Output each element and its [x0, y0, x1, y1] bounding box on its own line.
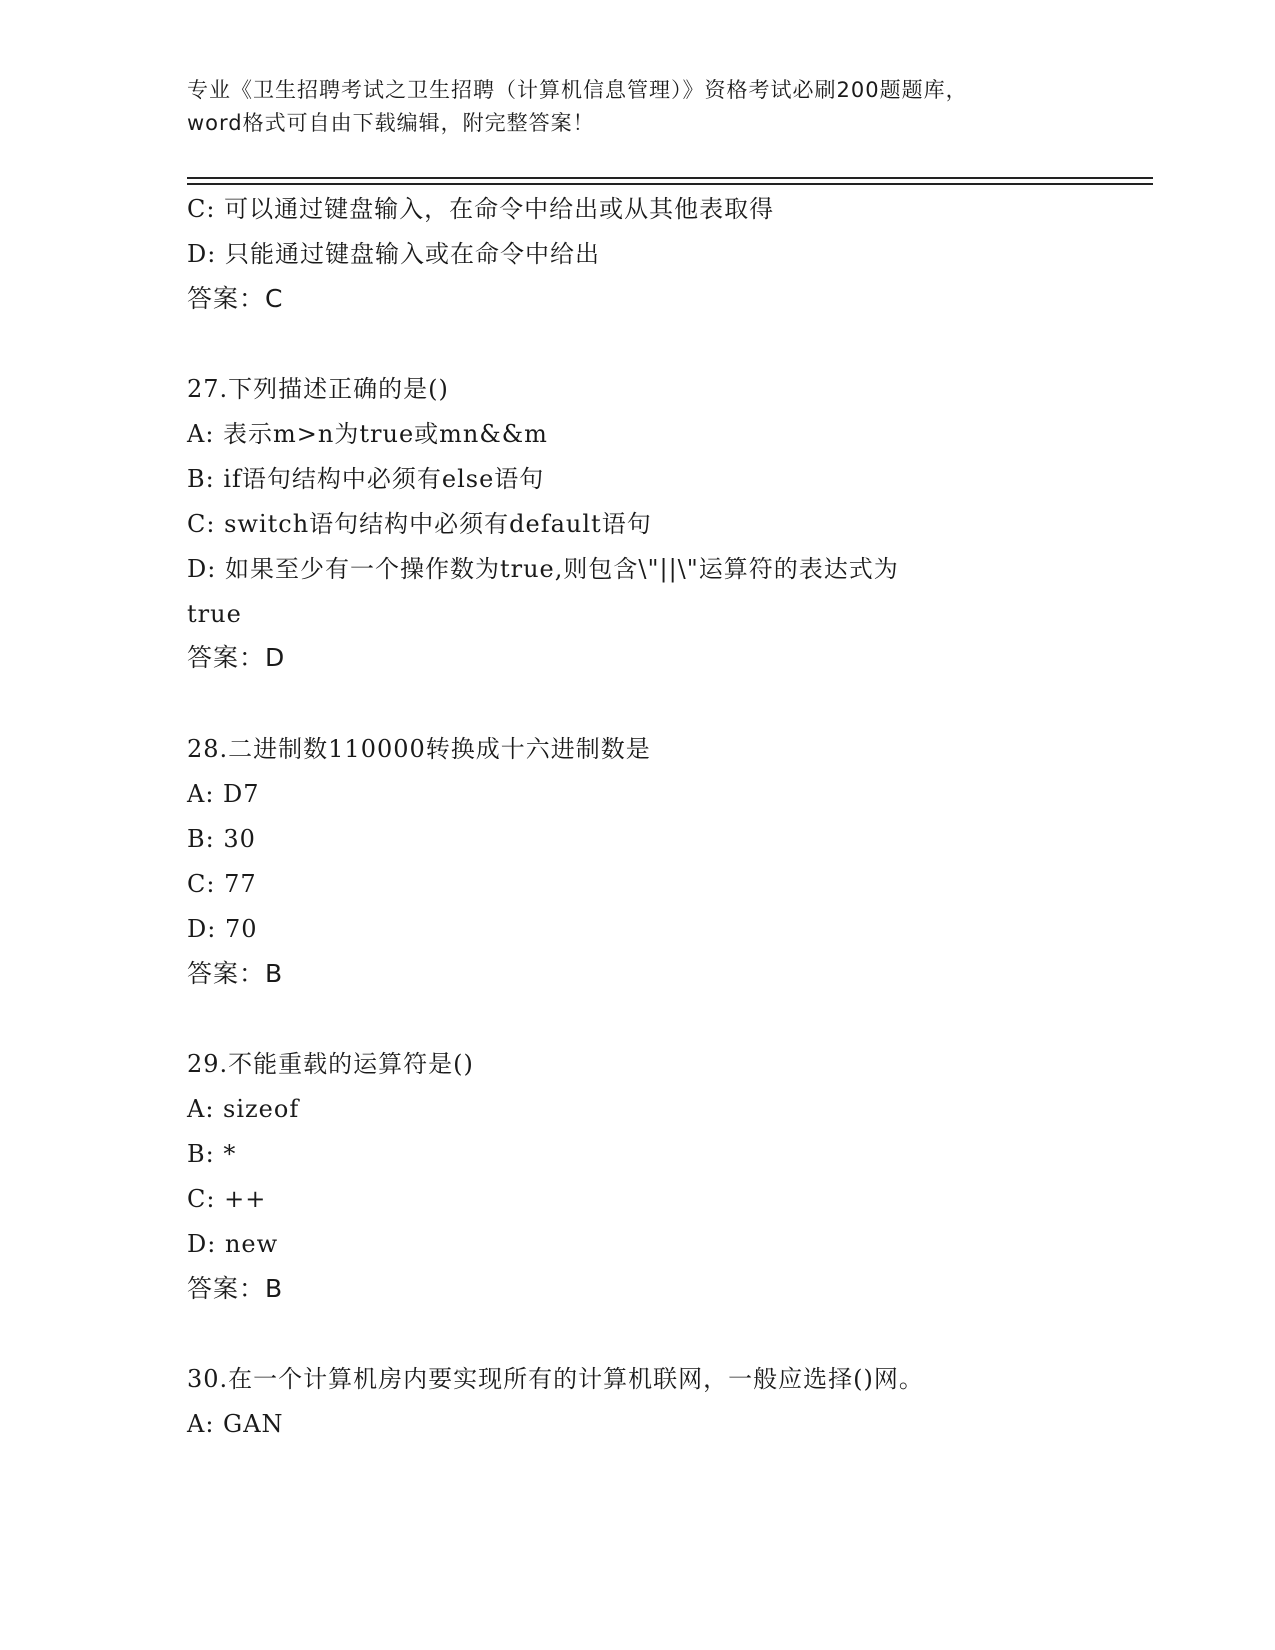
q28-question: 28.二进制数110000转换成十六进制数是	[187, 735, 651, 763]
q28-option-d: D: 70	[187, 915, 258, 943]
q28-option-a: A: D7	[187, 780, 260, 808]
q27-option-b: B: if语句结构中必须有else语句	[187, 465, 545, 493]
q27-option-d-continued: true	[187, 600, 242, 628]
header-title-line-2: word格式可自由下载编辑，附完整答案！	[187, 111, 595, 135]
q27-answer: 答案：D	[187, 643, 286, 672]
q30-question: 30.在一个计算机房内要实现所有的计算机联网，一般应选择()网。	[187, 1365, 924, 1393]
q26-option-d: D: 只能通过键盘输入或在命令中给出	[187, 240, 600, 268]
q29-option-d: D: new	[187, 1230, 279, 1258]
q27-question: 27.下列描述正确的是()	[187, 375, 449, 403]
q29-answer: 答案：B	[187, 1274, 284, 1303]
document-header	[187, 74, 1087, 140]
q29-option-a: A: sizeof	[187, 1095, 300, 1123]
q28-answer: 答案：B	[187, 959, 284, 988]
header-divider-bottom	[187, 183, 1153, 185]
q29-option-b: B: *	[187, 1140, 237, 1168]
q26-answer: 答案：C	[187, 284, 284, 313]
q28-option-c: C: 77	[187, 870, 257, 898]
header-title-line-1: 专业《卫生招聘考试之卫生招聘（计算机信息管理）》资格考试必刷200题题库，	[187, 78, 968, 102]
q27-option-d: D: 如果至少有一个操作数为true,则包含\"||\"运算符的表达式为	[187, 555, 899, 583]
q28-option-b: B: 30	[187, 825, 256, 853]
q27-option-a: A: 表示m>n为true或mn&&m	[187, 420, 548, 448]
q27-option-c: C: switch语句结构中必须有default语句	[187, 510, 652, 538]
q29-question: 29.不能重载的运算符是()	[187, 1050, 474, 1078]
header-divider-top	[187, 177, 1153, 179]
q26-option-c: C: 可以通过键盘输入，在命令中给出或从其他表取得	[187, 195, 775, 223]
q30-option-a: A: GAN	[187, 1410, 284, 1438]
q29-option-c: C: ++	[187, 1185, 267, 1213]
